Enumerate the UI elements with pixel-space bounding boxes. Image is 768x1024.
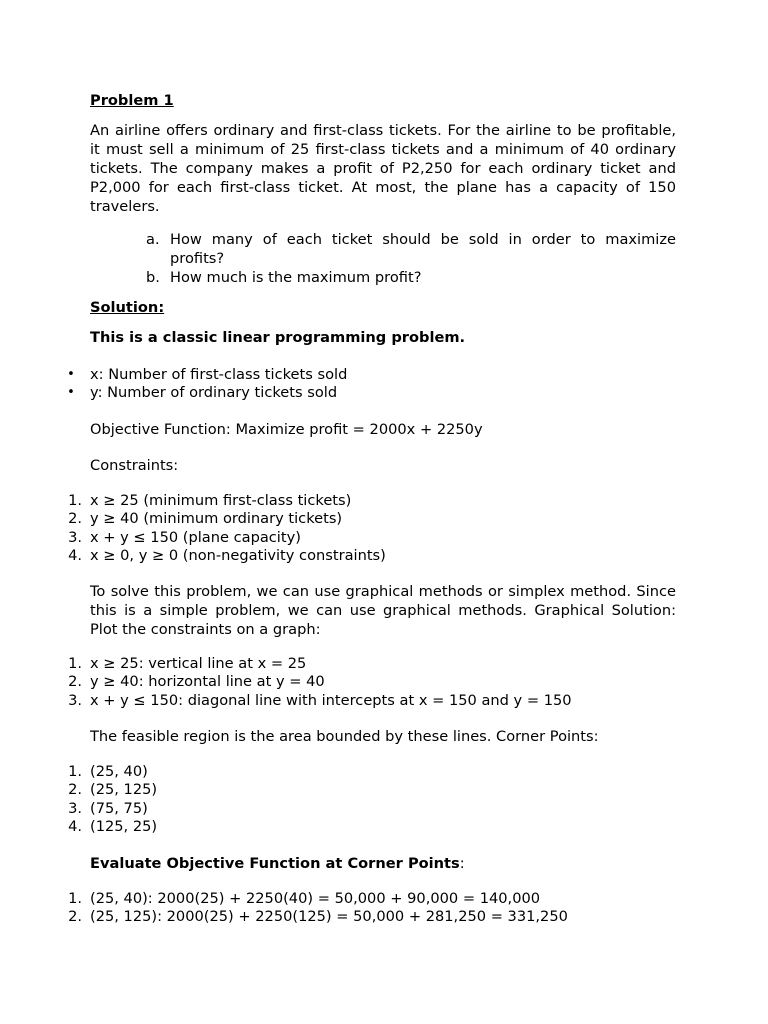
list-item: 1. (25, 40): 2000(25) + 2250(40) = 50,000 + 90,000 = 140,000 (68, 890, 541, 907)
list-item: 1. x ≥ 25: vertical line at x = 25 (68, 655, 307, 672)
constraint-text: x ≥ 25 (minimum first-class tickets) (90, 492, 352, 509)
list-item: 1. (25, 40) (68, 763, 148, 780)
problem-statement: An airline offers ordinary and first-class tickets. For the airline to be profitable, it must sell a minimum of 25 first-class tickets and a minimum of 40 ordinary tickets. The company makes a profit of P2,250 for each ordinary ticket and P2,000 for each first-class ticket. At most, the plane has a capacity of 150 travelers. (90, 122, 676, 215)
constraints-heading: Constraints: (90, 457, 179, 474)
graph-line-text: x ≥ 25: vertical line at x = 25 (90, 655, 307, 672)
variable-text: x: Number of first-class tickets sold (90, 366, 348, 383)
constraint-text: y ≥ 40 (minimum ordinary tickets) (90, 510, 343, 528)
question-list (146, 230, 676, 287)
list-item: 3. x + y ≤ 150: diagonal line with intercepts at x = 150 and y = 150 (68, 691, 572, 709)
graph-line-text: y ≥ 40: horizontal line at y = 40 (90, 673, 325, 691)
evaluate-heading-colon: : (459, 855, 465, 872)
question-text: How much is the maximum profit? (170, 269, 422, 286)
list-item (67, 366, 690, 384)
corner-point-text: (75, 75) (90, 799, 148, 817)
corner-points-list (68, 763, 690, 836)
corner-point-text: (25, 125) (90, 781, 158, 799)
solution-intro: This is a classic linear programming problem. (90, 329, 466, 346)
question-item (146, 268, 676, 287)
evaluation-text: (25, 40): 2000(25) + 2250(40) = 50,000 + 90,000 = 140,000 (90, 890, 541, 907)
feasible-region-text: The feasible region is the area bounded by these lines. Corner Points: (90, 728, 599, 745)
list-item: 3. (75, 75) (68, 799, 148, 817)
list-item: 2. (25, 125): 2000(25) + 2250(125) = 50,000 + 281,250 = 331,250 (68, 908, 568, 926)
evaluations-list (68, 890, 690, 927)
corner-point-text: (25, 40) (90, 763, 148, 780)
corner-point-text: (125, 25) (90, 817, 158, 835)
question-marker: b. (146, 269, 160, 286)
variable-text: y: Number of ordinary tickets sold (90, 384, 338, 402)
objective-function: Objective Function: Maximize profit = 2000x + 2250y (90, 421, 483, 438)
constraints-list (68, 492, 690, 565)
evaluation-text: (25, 125): 2000(25) + 2250(125) = 50,000 + 281,250 = 331,250 (90, 908, 568, 926)
bullet-icon: • (67, 385, 75, 401)
list-item: 2. y ≥ 40: horizontal line at y = 40 (68, 673, 325, 691)
list-item: 3. x + y ≤ 150 (plane capacity) (68, 528, 301, 546)
bullet-icon: • (67, 367, 75, 382)
list-item: 4. x ≥ 0, y ≥ 0 (non-negativity constraints) (68, 546, 386, 564)
graph-line-text: x + y ≤ 150: diagonal line with intercepts at x = 150 and y = 150 (90, 691, 572, 709)
constraint-text: x + y ≤ 150 (plane capacity) (90, 528, 301, 546)
evaluate-heading-text: Evaluate Objective Function at Corner Points (90, 855, 460, 872)
question-marker: a. (146, 231, 160, 248)
graph-lines-list (68, 655, 690, 710)
variable-list (67, 366, 690, 403)
list-item: 1. x ≥ 25 (minimum first-class tickets) (68, 492, 352, 509)
list-item: 2. y ≥ 40 (minimum ordinary tickets) (68, 510, 343, 528)
constraint-text: x ≥ 0, y ≥ 0 (non-negativity constraints) (90, 546, 386, 564)
question-item (146, 230, 676, 268)
list-item (67, 384, 690, 402)
evaluate-heading (90, 854, 676, 873)
problem-title: Problem 1 (90, 92, 174, 109)
list-item: 4. (125, 25) (68, 817, 158, 835)
question-text: How many of each ticket should be sold in order to maximize profits? (170, 231, 676, 267)
solution-heading: Solution: (90, 299, 165, 316)
list-item: 2. (25, 125) (68, 781, 158, 799)
method-paragraph: To solve this problem, we can use graphical methods or simplex method. Since this is a simple problem, we can use graphical methods. Graphical Solution: Plot the constraints on a graph: (90, 583, 676, 638)
